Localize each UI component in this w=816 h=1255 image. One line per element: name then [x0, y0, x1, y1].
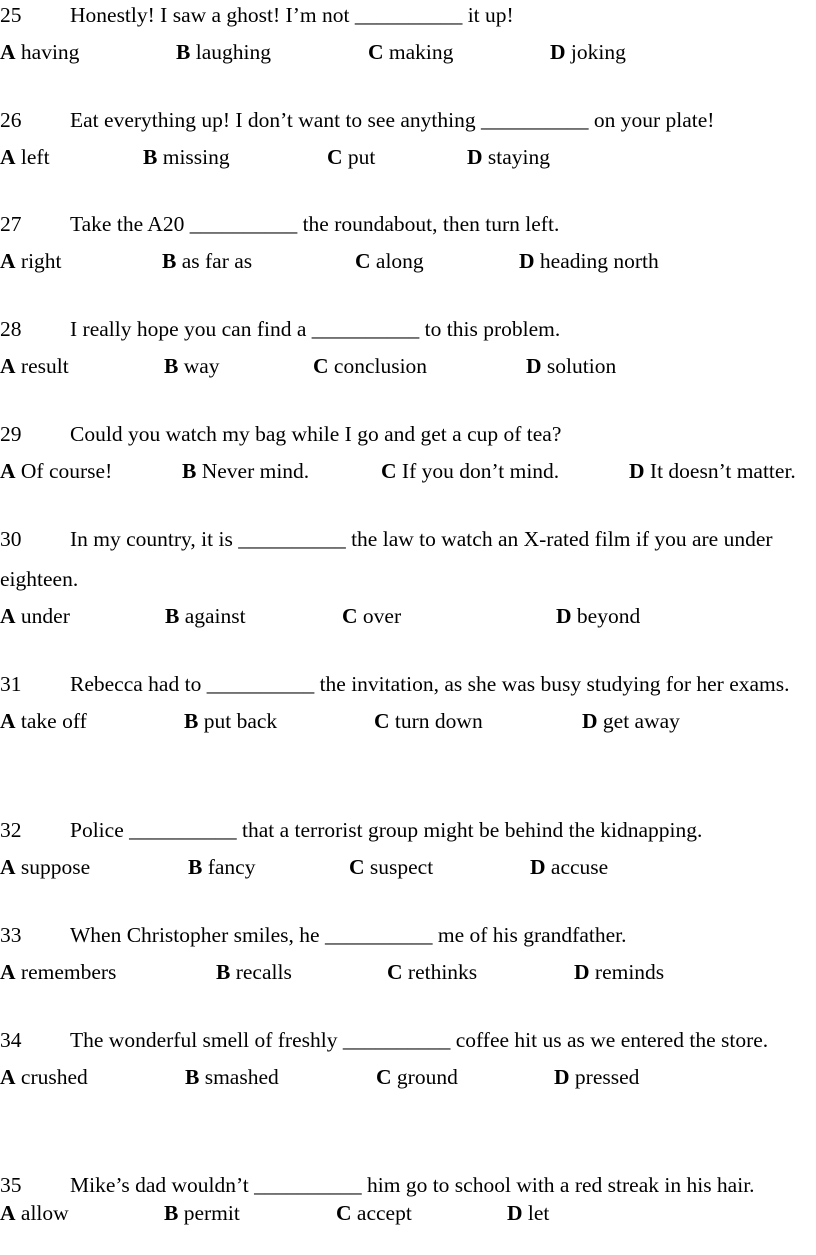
option-text: reminds [594, 960, 665, 984]
options-row [0, 35, 816, 69]
option-a[interactable] [0, 454, 112, 488]
option-text: accept [356, 1201, 412, 1225]
question-33 [0, 915, 816, 989]
option-a[interactable] [0, 850, 90, 884]
option-a[interactable] [0, 599, 70, 633]
option-letter: A [0, 604, 16, 628]
option-letter: B [143, 145, 158, 169]
option-letter: B [216, 960, 231, 984]
option-c[interactable] [368, 35, 453, 69]
question-stem [0, 519, 790, 599]
option-text: remembers [20, 960, 117, 984]
option-letter: D [554, 1065, 570, 1089]
option-letter: C [313, 354, 329, 378]
option-b[interactable] [164, 349, 220, 383]
option-letter: D [467, 145, 483, 169]
option-letter: D [550, 40, 566, 64]
option-letter: A [0, 354, 16, 378]
option-b[interactable] [184, 704, 277, 738]
option-text: left [20, 145, 50, 169]
option-text: solution [546, 354, 617, 378]
option-letter: C [381, 459, 397, 483]
question-34 [0, 1020, 816, 1094]
question-number: 30 [0, 527, 22, 551]
question-stem [0, 915, 816, 955]
options-row [0, 1060, 816, 1094]
option-letter: A [0, 960, 16, 984]
option-text: making [388, 40, 454, 64]
option-text: beyond [576, 604, 641, 628]
option-text: ground [396, 1065, 458, 1089]
option-a[interactable] [0, 35, 79, 69]
option-c[interactable] [349, 850, 433, 884]
option-text: conclusion [333, 354, 428, 378]
question-stem [0, 414, 816, 454]
question-number: 34 [0, 1028, 22, 1052]
option-d[interactable] [554, 1060, 639, 1094]
question-number: 31 [0, 672, 22, 696]
option-letter: B [188, 855, 203, 879]
option-text: put [347, 145, 376, 169]
option-text: take off [20, 709, 87, 733]
option-text: put back [203, 709, 278, 733]
option-d[interactable] [550, 35, 626, 69]
question-stem [0, 0, 816, 35]
question-35 [0, 1165, 816, 1227]
question-31 [0, 664, 816, 738]
question-number: 29 [0, 422, 22, 446]
option-b[interactable] [188, 850, 255, 884]
question-text: I really hope you can find a __________ to this problem. [70, 317, 561, 341]
option-b[interactable] [165, 599, 246, 633]
option-c[interactable] [381, 454, 559, 488]
option-text: missing [162, 145, 230, 169]
option-text: right [20, 249, 62, 273]
option-text: Of course! [20, 459, 113, 483]
option-c[interactable] [313, 349, 427, 383]
question-text: Take the A20 __________ the roundabout, then turn left. [70, 212, 560, 236]
options-row [0, 599, 816, 633]
question-27 [0, 204, 816, 278]
option-letter: B [164, 1201, 179, 1225]
option-d[interactable] [556, 599, 640, 633]
question-number: 33 [0, 923, 22, 947]
option-text: let [527, 1201, 550, 1225]
option-text: allow [20, 1201, 69, 1225]
question-stem [0, 204, 816, 244]
option-text: joking [570, 40, 626, 64]
option-text: along [375, 249, 424, 273]
question-text: Could you watch my bag while I go and get a cup of tea? [70, 422, 562, 446]
option-letter: A [0, 40, 16, 64]
option-text: smashed [204, 1065, 279, 1089]
question-number: 27 [0, 212, 22, 236]
option-c[interactable] [387, 955, 477, 989]
question-number: 26 [0, 108, 22, 132]
question-stem [0, 810, 816, 850]
option-b[interactable] [182, 454, 309, 488]
option-c[interactable] [342, 599, 401, 633]
question-text: In my country, it is __________ the law to watch an X-rated film if you are under eighteen. [0, 527, 773, 591]
option-b[interactable] [162, 244, 252, 278]
option-letter: B [182, 459, 197, 483]
question-28 [0, 309, 816, 383]
option-text: turn down [394, 709, 483, 733]
option-text: It doesn’t matter. [649, 459, 796, 483]
option-letter: B [165, 604, 180, 628]
option-letter: C [355, 249, 371, 273]
option-c[interactable] [355, 244, 424, 278]
option-letter: A [0, 459, 16, 483]
option-text: fancy [207, 855, 256, 879]
option-text: under [20, 604, 70, 628]
question-text: The wonderful smell of freshly __________ coffee hit us as we entered the store. [70, 1028, 769, 1052]
option-c[interactable] [327, 140, 375, 174]
option-letter: A [0, 145, 16, 169]
option-b[interactable] [216, 955, 292, 989]
option-letter: C [374, 709, 390, 733]
option-c[interactable] [376, 1060, 458, 1094]
option-letter: A [0, 1201, 16, 1225]
option-text: get away [602, 709, 680, 733]
option-text: recalls [235, 960, 292, 984]
question-number: 35 [0, 1173, 22, 1197]
option-letter: A [0, 709, 16, 733]
option-text: having [20, 40, 80, 64]
question-stem [0, 664, 790, 704]
question-number: 32 [0, 818, 22, 842]
options-row [0, 704, 816, 738]
option-letter: D [629, 459, 645, 483]
option-a[interactable] [0, 140, 50, 174]
option-letter: D [519, 249, 535, 273]
option-letter: B [176, 40, 191, 64]
option-letter: D [507, 1201, 523, 1225]
question-29 [0, 414, 816, 488]
option-letter: C [349, 855, 365, 879]
question-text: Police __________ that a terrorist group might be behind the kidnapping. [70, 818, 703, 842]
option-text: Never mind. [201, 459, 310, 483]
option-letter: D [574, 960, 590, 984]
option-text: over [362, 604, 402, 628]
option-letter: C [336, 1201, 352, 1225]
option-text: crushed [20, 1065, 88, 1089]
option-a[interactable] [0, 244, 62, 278]
question-stem [0, 1020, 790, 1060]
question-text: Honestly! I saw a ghost! I’m not __________ it up! [70, 3, 514, 27]
option-letter: B [162, 249, 177, 273]
option-text: heading north [539, 249, 659, 273]
option-a[interactable] [0, 349, 69, 383]
question-text: Mike’s dad wouldn’t __________ him go to school with a red streak in his hair. [70, 1173, 755, 1197]
option-d[interactable] [530, 850, 608, 884]
option-a[interactable] [0, 1199, 69, 1227]
option-a[interactable] [0, 1060, 88, 1094]
option-d[interactable] [507, 1199, 549, 1227]
option-text: accuse [550, 855, 609, 879]
options-row [0, 349, 816, 383]
question-32 [0, 810, 816, 884]
option-d[interactable] [519, 244, 659, 278]
option-a[interactable] [0, 955, 116, 989]
option-text: against [184, 604, 246, 628]
option-letter: C [368, 40, 384, 64]
question-26 [0, 100, 816, 174]
option-text: as far as [181, 249, 253, 273]
question-stem [0, 1165, 790, 1199]
option-d[interactable] [574, 955, 664, 989]
option-letter: B [164, 354, 179, 378]
option-letter: D [556, 604, 572, 628]
option-b[interactable] [176, 35, 271, 69]
option-text: suspect [369, 855, 434, 879]
option-letter: B [184, 709, 199, 733]
option-letter: C [387, 960, 403, 984]
option-text: pressed [574, 1065, 640, 1089]
option-b[interactable] [164, 1199, 240, 1227]
options-row [0, 454, 816, 488]
option-text: way [183, 354, 220, 378]
option-letter: D [582, 709, 598, 733]
option-text: suppose [20, 855, 91, 879]
question-text: Rebecca had to __________ the invitation, as she was busy studying for her exams. [70, 672, 790, 696]
option-text: staying [487, 145, 551, 169]
question-stem [0, 100, 816, 140]
option-c[interactable] [374, 704, 483, 738]
option-letter: A [0, 855, 16, 879]
option-letter: C [327, 145, 343, 169]
option-b[interactable] [185, 1060, 279, 1094]
option-letter: A [0, 249, 16, 273]
options-row [0, 850, 816, 884]
question-25 [0, 0, 816, 69]
question-text: When Christopher smiles, he __________ me of his grandfather. [70, 923, 627, 947]
option-text: rethinks [407, 960, 478, 984]
question-text: Eat everything up! I don’t want to see anything __________ on your plate! [70, 108, 715, 132]
option-letter: C [376, 1065, 392, 1089]
option-d[interactable] [526, 349, 616, 383]
options-row [0, 244, 816, 278]
options-row [0, 140, 816, 174]
option-c[interactable] [336, 1199, 412, 1227]
option-letter: D [526, 354, 542, 378]
option-text: permit [183, 1201, 240, 1225]
options-row [0, 1199, 816, 1227]
option-letter: B [185, 1065, 200, 1089]
option-letter: C [342, 604, 358, 628]
option-letter: D [530, 855, 546, 879]
question-number: 25 [0, 3, 22, 27]
option-letter: A [0, 1065, 16, 1089]
question-stem [0, 309, 816, 349]
option-a[interactable] [0, 704, 87, 738]
option-b[interactable] [143, 140, 230, 174]
option-d[interactable] [582, 704, 680, 738]
option-d[interactable] [629, 454, 796, 488]
option-d[interactable] [467, 140, 550, 174]
option-text: result [20, 354, 69, 378]
question-number: 28 [0, 317, 22, 341]
options-row [0, 955, 816, 989]
option-text: If you don’t mind. [401, 459, 560, 483]
option-text: laughing [195, 40, 271, 64]
question-30 [0, 519, 816, 633]
